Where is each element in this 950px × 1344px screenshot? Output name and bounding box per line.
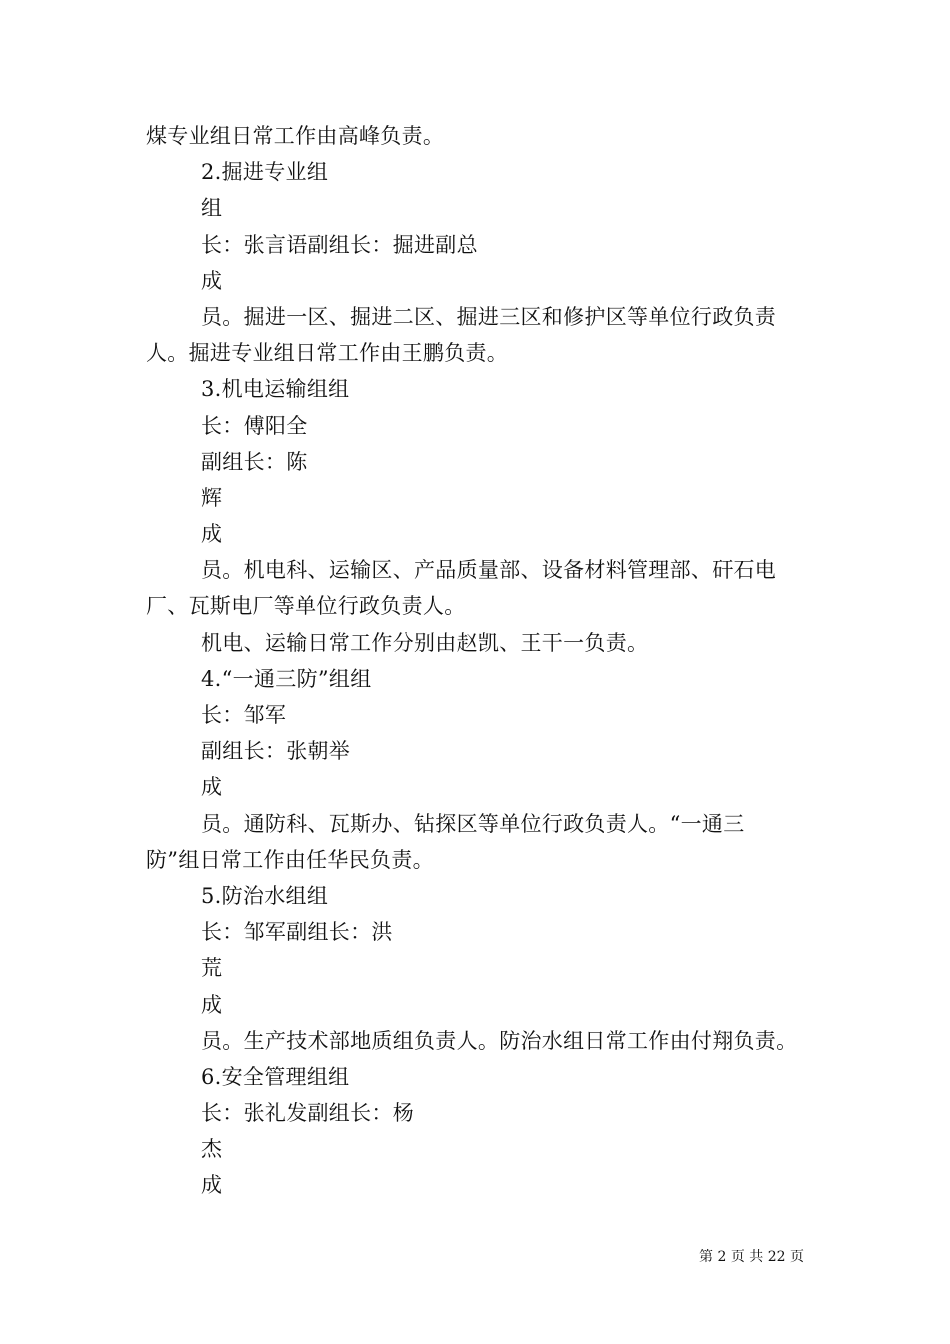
text-line: 组	[201, 196, 223, 221]
text-line: 副组长：张朝举	[201, 739, 351, 764]
text-line: 成	[201, 775, 223, 800]
text-line: 员。机电科、运输区、产品质量部、设备材料管理部、矸石电	[201, 558, 777, 583]
text-line: 副组长：陈	[201, 449, 308, 474]
text-line: 成	[201, 1173, 223, 1198]
text-line: 辉	[201, 485, 223, 510]
text-line: 4.“一通三防”组组	[201, 666, 372, 691]
document-body	[0, 118, 950, 1204]
text-line: 6.安全管理组组	[201, 1064, 350, 1089]
text-line: 长：傅阳全	[201, 413, 308, 438]
text-line: 机电、运输日常工作分别由赵凯、王干一负责。	[201, 630, 649, 655]
text-line: 成	[201, 522, 223, 547]
text-line: 2.掘进专业组	[201, 160, 329, 185]
text-line: 厂、瓦斯电厂等单位行政负责人。	[146, 594, 466, 619]
text-line: 员。掘进一区、掘进二区、掘进三区和修护区等单位行政负责	[201, 304, 777, 329]
text-line: 3.机电运输组组	[201, 377, 350, 402]
text-line: 5.防治水组组	[201, 883, 329, 908]
text-line: 成	[201, 992, 223, 1017]
text-line: 人。掘进专业组日常工作由王鹏负责。	[146, 341, 509, 366]
text-line: 杰	[201, 1137, 223, 1162]
page-number-footer: 第 2 页 共 22 页	[699, 1249, 804, 1265]
text-line: 员。通防科、瓦斯办、钻探区等单位行政负责人。“一通三	[201, 811, 745, 836]
text-line: 员。生产技术部地质组负责人。防治水组日常工作由付翔负责。	[201, 1028, 798, 1053]
text-line: 长：邹军副组长：洪	[201, 920, 393, 945]
text-line: 长：张礼发副组长：杨	[201, 1101, 414, 1126]
text-line: 成	[201, 268, 223, 293]
text-line: 荒	[201, 956, 223, 981]
text-line: 长：邹军	[201, 703, 287, 727]
text-line: 防”组日常工作由任华民负责。	[146, 847, 434, 872]
text-line: 长：张言语副组长：掘进副总	[201, 232, 478, 257]
text-line: 煤专业组日常工作由高峰负责。	[146, 124, 445, 148]
